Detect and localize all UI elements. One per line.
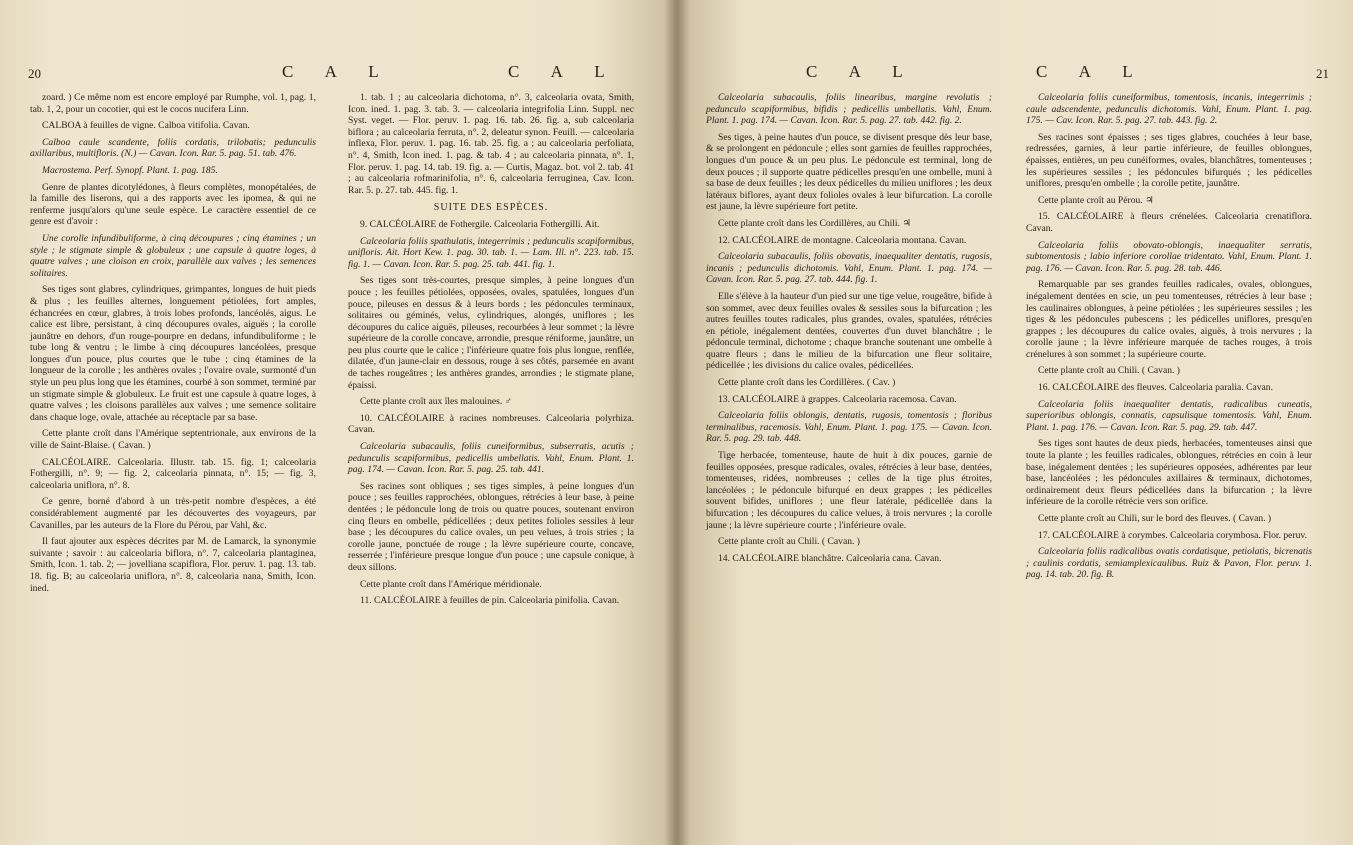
botanical-description: Calceolaria foliis cuneiformibus, tomentosis, incanis, integerrimis ; caule adscendente, pedunculis dichotomis. Vahl, Enum. Plant. 1. pag. 175. — Cav. Icon. Rar. 5. pag. 27. tab. 443. fig. 2.	[1026, 92, 1312, 127]
paragraph: CALBOA à feuilles de vigne. Calboa vitifolia. Cavan.	[42, 120, 250, 132]
page-number-left: 20	[28, 66, 41, 81]
section-heading: SUITE DES ESPÈCES.	[433, 202, 549, 214]
paragraph: Cette plante croît aux îles malouines. ♂	[360, 396, 512, 408]
left-page	[0, 0, 676, 845]
book-gutter	[664, 0, 690, 845]
paragraph: Cette plante croît au Chili. ( Cavan. )	[718, 536, 860, 548]
botanical-description: Calceolaria foliis oblongis, dentatis, rugosis, tomentosis ; floribus terminalibus, racemosis. Vahl, Enum. Plant. 1. pag. 175. — Cavan. Icon. Rar. 5. pag. 29. tab. 448.	[706, 410, 992, 445]
paragraph: 9. CALCÉOLAIRE de Fothergile. Calceolaria Fothergilli. Ait.	[360, 218, 600, 230]
paragraph: CALCÉOLAIRE. Calceolaria. Illustr. tab. 15. fig. 1; calceolaria Fothergilli, n°. 9; — fig. 2, calceolaria pinnata, n°. 15; — fig. 3, calceolaria uniflora, n°. 8.	[30, 456, 316, 491]
paragraph: Cette plante croît au Chili. ( Cavan. )	[1038, 365, 1180, 377]
paragraph: 17. CALCÉOLAIRE à corymbes. Calceolaria corymbosa. Flor. peruv.	[1038, 529, 1308, 541]
paragraph: Genre de plantes dicotylédones, à fleurs complètes, monopétalées, de la famille des liserons, qui a des rapports avec les ipomea, & qui ne renferme jusqu'alors qu'une seule espèce. Le caractère essentiel de ce genre est d'avoir :	[30, 181, 316, 228]
botanical-description: Macrostema. Perf. Synopf. Plant. 1. pag. 185.	[42, 164, 218, 176]
paragraph: Il faut ajouter aux espèces décrites par M. de Lamarck, la synonymie suivante ; savoir : au calceolaria biflora, n°. 7, calceolaria plantaginea, Smith, Icon. 1. tab. 2; — jovelliana scapiflora, Flor. peruv. 1. pag. 13. tab. 18. fig. B; au calceolaria uniflora, n°. 8, calceolaria nana, Smith, Icon. ined.	[30, 536, 316, 594]
running-head-right-2: C A L	[1036, 62, 1147, 81]
paragraph: Cette plante croît dans l'Amérique méridionale.	[360, 578, 542, 590]
paragraph: 14. CALCÉOLAIRE blanchâtre. Calceolaria cana. Cavan.	[718, 552, 942, 564]
paragraph: Ses tiges sont très-courtes, presque simples, à peine longues d'un pouce ; les feuilles pétiolées, opposées, ovales, spatulées, longues d'un pouce, pileuses en dessus & à leurs bords ; les pédoncules terminaux, solitaires ou géminés, velus, cylindriques, alongés, uniflores ; les découpures du calice aiguës, pileuses, recourbées à leur sommet ; la lèvre supérieure de la corolle concave, arrondie, presque réniforme, jaunâtre, un peu plus courte que le calice ; l'inférieure quatre fois plus longue, renflée, dilatée, d'un jaune-clair en dessous, rouge à ses côtés, parsemée en avant de taches rougeâtres ; les anthères grandes, arrondies ; le stigmate plane, épaissi.	[348, 275, 634, 391]
paragraph: Cette plante croît au Chili, sur le bord des fleuves. ( Cavan. )	[1038, 513, 1272, 524]
paragraph: Ses tiges sont glabres, cylindriques, grimpantes, longues de huit pieds & plus ; les feuilles alternes, longuement pétiolées, fort amples, échancrées en cœur, glabres, à trois lobes profonds, lancéolés, aigus. Le calice est libre, persistant, à cinq découpures ovales, aiguës ; la corolle jaunâtre en dehors, d'un rouge-pourpre en dedans, infundibuliforme ; le tube long & ventru ; le limbe à cinq découpures lancéolées, presque longues d'un pouce, plus courtes que le tube ; cinq étamines de la longueur de la corolle ; les anthères ovales ; l'ovaire ovale, surmonté d'un style un peu plus long que les étamines, courbé à son sommet, terminé par un stigmate simple & globuleux. Le fruit est une capsule à quatre loges, à quatre valves ; les cloisons parallèles aux valves ; une semence solitaire dans chaque loge, ovale, attachée au réceptacle par sa base.	[30, 284, 316, 423]
paragraph: 12. CALCÉOLAIRE de montagne. Calceolaria montana. Cavan.	[718, 234, 967, 246]
right-page	[676, 0, 1353, 845]
running-head-right-1: C A L	[806, 62, 917, 81]
botanical-description: Calceolaria subacaulis, foliis linearibus, margine revolutis ; pedunculo scapiformibus, bifidis ; pedicellis umbellatis. Vahl, Enum. Plant. 1. pag. 174. — Cavan. Icon. Rar. 5. pag. 27. tab. 442. fig. 2.	[706, 92, 992, 127]
paragraph: Elle s'élève à la hauteur d'un pied sur une tige velue, rougeâtre, bifide à son sommet, avec deux feuilles ovales & sessiles sous la bifurcation ; les autres feuilles toutes radicales, plus grandes, ovales, spatulées, rétrécies en pétiole, inégalement dentées, couvertes d'un duvet blanchâtre ; le pédoncule terminal, dichotome ; chaque branche soutenant une ombelle à quatre fleurs ; dans le milieu de la bifurcation une fleur solitaire, pédicellée ; les divisions du calice ovales, pédicellées.	[706, 290, 992, 372]
page-number-right: 21	[1316, 66, 1329, 81]
paragraph: Cette plante croît dans les Cordillères, au Chili. ♃	[718, 217, 911, 229]
paragraph: Ce genre, borné d'abord à un très-petit nombre d'espèces, a été considérablement augmenté par les découvertes des voyageurs, par Cavanilles, par les auteurs de la Flore du Pérou, par Vahl, &c.	[30, 496, 316, 531]
botanical-description: Une corolle infundibuliforme, à cinq découpures ; cinq étamines ; un style ; le stigmate simple & globuleux ; une capsule à quatre loges, à quatre valves ; une cloison en croix, parallèle aux valves ; les semences solitaires.	[30, 232, 316, 279]
botanical-description: Calceolaria foliis obovato-oblongis, inaequaliter serratis, subtomentosis ; labio inferiore corollae tridentato. Vahl, Enum. Plant. 1. pag. 176. — Cavan. Icon. Rar. 5. pag. 28. tab. 446.	[1026, 239, 1312, 274]
paragraph: Ses tiges, à peine hautes d'un pouce, se divisent presque dès leur base, & se prolongent en pédoncule ; elles sont garnies de feuilles rapprochées, longues d'un pouce & un peu plus. Le pédoncule est terminal, long de deux pouces ; il supporte quatre pédicelles presqu'en une ombelle, muni à sa base de deux feuilles ; les deux pédicelles du milieu uniflores ; les deux latéraux biflores, ayant deux folioles ovales à leur bifurcation. La corolle est jaune, la lèvre supérieure fort petite.	[706, 131, 992, 213]
paragraph: 1. tab. 1 ; au calceolaria dichotoma, n°. 3, calceolaria ovata, Smith, Icon. ined. 1. pag. 3. tab. 3. — calceolaria integrifolia Linn. Suppl. nec Syst. veget. — Flor. peruv. 1. pag. 16. tab. 26. fig. a, sub calceolaria biflora ; au calceolaria ferruta, n°. 2, deleatur synon. Feuill. — calceolaria inflexa, Flor. peruv. 1. pag. 16. tab. 25. fig. a ; au calceolaria perfoliata, n°. 4, Smith, Icon ined. 1. pag. & tab. 4 ; au calceolaria pinnata, n°. 1, Flor. peruv. 1. pag. 14. tab. 19. fig. a. — Curtis, Magaz. bot. vol 2. tab. 41 ; au calceolaria rofmarinifolia, n°. 6, calceolaria ferruginea, Cav. Icon. Rar. 5. p. 27. tab. 445. fig. 1.	[348, 92, 634, 196]
paragraph: 10. CALCÉOLAIRE à racines nombreuses. Calceolaria polyrhiza. Cavan.	[348, 412, 634, 436]
right-column-1	[706, 92, 992, 569]
paragraph: Ses racines sont obliques ; ses tiges simples, à peine longues d'un pouce ; ses feuilles rapprochées, oblongues, rétrécies à leur base, à peine dentées ; le pédoncule long de trois ou quatre pouces, soutenant environ cinq fleurs en ombelle, pédicellées ; deux petites folioles sessiles à leur base ; les découpures du calice ovales, un peu velues, à trois stries ; la corolle jaune, ponctuée de rouge ; la lèvre supérieure courte, concave, resserrée ; l'inférieure presque longue d'un pouce ; une capsule conique, à deux sillons.	[348, 480, 634, 573]
paragraph: Cette plante croît au Pérou. ♃	[1038, 194, 1154, 206]
running-head-left-1: C A L	[282, 62, 393, 81]
paragraph: zoard. ) Ce même nom est encore employé par Rumphe, vol. 1, pag. 1, tab. 1, 2, pour un cocotier, qui est le cocos nucifera Linn.	[30, 92, 316, 115]
paragraph: 11. CALCÉOLAIRE à feuilles de pin. Calceolaria pinifolia. Cavan.	[360, 595, 620, 607]
left-column-2	[348, 92, 634, 612]
paragraph: Cette plante croît dans les Cordillères. ( Cav. )	[718, 377, 896, 389]
paragraph: 16. CALCÉOLAIRE des fleuves. Calceolaria paralia. Cavan.	[1038, 382, 1273, 394]
paragraph: Remarquable par ses grandes feuilles radicales, ovales, oblongues, inégalement dentées en scie, un peu tomenteuses, rétrécies à leur base ; les caulinaires oblongues, à peine pétiolées ; les supérieures sessiles ; les tiges & les pédoncules pubescens ; les pédicelles uniflores, presqu'en grappes ; les découpures du calice ovales, aiguës, à trois nervures ; la corolle jaune ; la lèvre inférieure marquée de taches rouges, à trois crénelures à son sommet ; la supérieure courte.	[1026, 279, 1312, 360]
running-head-left-2: C A L	[508, 62, 619, 81]
paragraph: Cette plante croît dans l'Amérique septentrionale, aux environs de la ville de Saint-Blaise. ( Cavan. )	[30, 428, 316, 452]
botanical-description: Calceolaria foliis spathulatis, integerrimis ; pedunculis scapiformibus, unifloris. Ait. Hort Kew. 1. pag. 30. tab. 1. — Lam. Ill. n°. 223. tab. 15. fig. 1. — Cavan. Icon. Rar. 5. pag. 25. tab. 441. fig. 1.	[348, 235, 634, 270]
paragraph: Ses racines sont épaisses ; ses tiges glabres, couchées à leur base, redressées, garnies, à leur partie inférieure, de feuilles oblongues, épaisses, entières, un peu cunéiformes, ovales, blanchâtres, tomenteuses ; les supérieures sessiles ; les pédoncules bifurqués ; les pédicelles uniflores, presqu'en ombelle ; la corolle petite, jaunâtre.	[1026, 131, 1312, 190]
paragraph: 13. CALCÉOLAIRE à grappes. Calceolaria racemosa. Cavan.	[718, 393, 957, 405]
botanical-description: Calceolaria subacaulis, foliis obovatis, inaequaliter dentatis, rugosis, incanis ; pedunculis dichotomis. Vahl, Enum. Plant. 1. pag. 174. — Cavan. Icon. Rar. 5. pag. 27. tab. 444. fig. 1.	[706, 251, 992, 286]
left-column-1	[30, 92, 316, 599]
paragraph: Ses tiges sont hautes de deux pieds, herbacées, tomenteuses ainsi que toute la plante ; les feuilles radicales, oblongues, rétrécies en coin à leur base, inégalement dentées ; les supérieures opposées, adhérentes par leur base, lancéolées ; les pédoncules axillaires & terminaux, dichotomes, ordinairement deux fleurs pédicellées dans la bifurcation ; la lèvre inférieure de la corolle rétrécie vers son orifice.	[1026, 438, 1312, 508]
paragraph: 15. CALCÉOLAIRE à fleurs crénelées. Calceolaria crenatiflora. Cavan.	[1026, 211, 1312, 234]
botanical-description: Calceolaria foliis radicalibus ovatis cordatisque, petiolatis, bicrenatis ; caulinis cordatis, semiamplexicaulibus. Ruiz & Pavon, Flor. peruv. 1. pag. 14. tab. 20. fig. B.	[1026, 546, 1312, 581]
paragraph: Tige herbacée, tomenteuse, haute de huit à dix pouces, garnie de feuilles opposées, presque radicales, ovales, rétrécies à leur base, dentées, tomenteuses, ridées, nombreuses ; celles de la tige plus étroites, lancéolées ; le pédoncule bifurqué en deux grappes ; les pédicelles souvent bifides, uniflores ; une fleur latérale, pédicellée dans la bifurcation ; les découpures du calice velues, à trois nervures ; la corolle jaune ; la lèvre supérieure courte ; l'inférieure ovale.	[706, 450, 992, 531]
botanical-description: Calboa caule scandente, foliis cordatis, trilobatis; pedunculis axillaribus, multifloris. (N.) — Cavan. Icon. Rar. 5. pag. 51. tab. 476.	[30, 136, 316, 160]
botanical-description: Calceolaria foliis inaequaliter dentatis, radicalibus cuneatis, superioribus oblongis, connatis, capsulisque tomentosis. Vahl, Enum. Plant. 1. pag. 176. — Cavan. Icon. Rar. 5. pag. 29. tab. 447.	[1026, 398, 1312, 433]
right-column-2	[1026, 92, 1312, 586]
botanical-description: Calceolaria subacaulis, foliis cuneiformibus, subserratis, acutis ; pedunculis scapiformibus, pedicellis umbellatis. Vahl, Enum. Plant. 1. pag. 174. — Cavan. Icon. Rar. 5. pag. 25. tab. 441.	[348, 441, 634, 476]
